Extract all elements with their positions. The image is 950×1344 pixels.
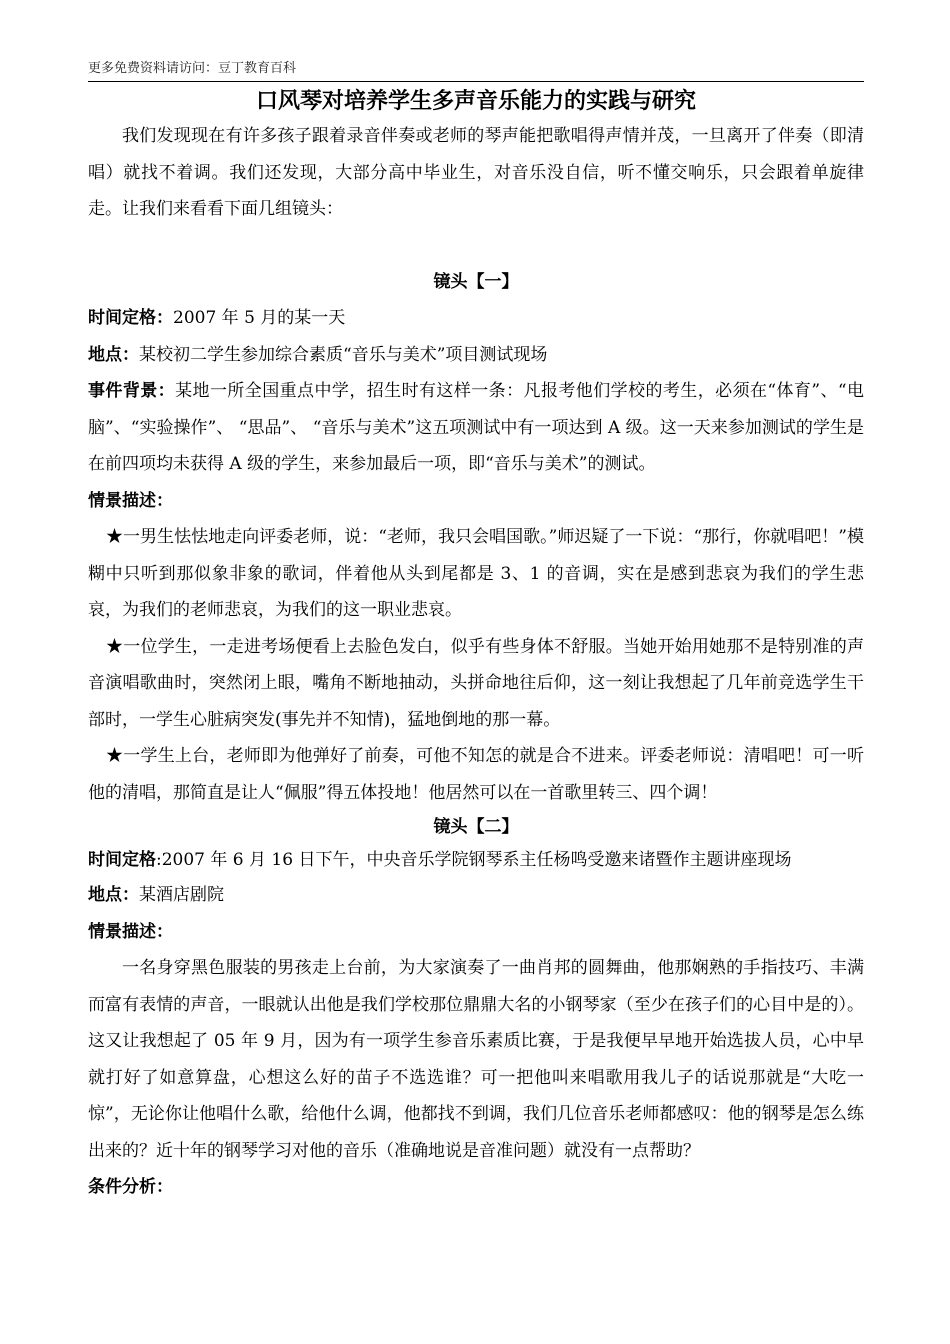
scene2-place-value: 某酒店剧院 [139,885,224,905]
scene2-heading: 镜头【二】 [433,817,519,837]
scene1-place-value: 某校初二学生参加综合素质“音乐与美术”项目测试现场 [139,344,548,365]
scene2-analysis-label: 条件分析： [88,1177,173,1197]
scene2-time-value: :2007 年 6 月 16 日下午，中央音乐学院钢琴系主任杨鸣受邀来诸暨作主题讲座现场 [156,850,792,870]
scene1-background-value: 某地一所全国重点中学，招生时有这样一条：凡报考他们学校的考生，必须在“体育”、“电脑”、“实验操作”、 “思品”、 “音乐与美术”这五项测试中有一项达到 A 级。这一天来参加测试的学生是在前四项均未获得 A 级的学生，来参加最后一项，即“音乐与美术”的测试。 [88,381,864,474]
scene1-background-label: 事件背景： [88,381,176,401]
intro-paragraph: 我们发现现在有许多孩子跟着录音伴奏或老师的琴声能把歌唱得声情并茂，一旦离开了伴奏（即清唱）就找不着调。我们还发现，大部分高中毕业生，对音乐没自信，听不懂交响乐，只会跟着单旋律走。让我们来看看下面几组镜头： [88,126,864,219]
scene1-time-label: 时间定格： [88,308,173,328]
spacer [88,228,864,264]
scene1-heading: 镜头【一】 [433,271,519,292]
scene1-background [88,373,864,483]
scene1-time-value: 2007 年 5 月的某一天 [173,308,346,328]
document-page [88,60,864,1206]
document-title: 口风琴对培养学生多声音乐能力的实践与研究 [255,88,696,114]
scene2-time-label: 时间定格 [88,850,156,870]
page-header: 更多免费资料请访问：豆丁教育百科 [88,60,864,82]
scene2-desc-paragraph: 一名身穿黑色服装的男孩走上台前，为大家演奏了一曲肖邦的圆舞曲，他那娴熟的手指技巧、丰满而富有表情的声音，一眼就认出他是我们学校那位鼎鼎大名的小钢琴家（至少在孩子们的心目中是的）。这又让我想起了 05 年 9 月，因为有一项学生参音乐素质比赛，于是我便早早地开始选拔人员，心中早就打好了如意算盘，心想这么好的苗子不选选谁？可一把他叫来唱歌用我儿子的话说那就是“大吃一惊”，无论你让他唱什么歌，给他什么调，他都找不到调，我们几位音乐老师都感叹：他的钢琴是怎么练出来的？近十年的钢琴学习对他的音乐（准确地说是音准问题）就没有一点帮助？ [88,958,864,1161]
scene2-time [88,844,864,877]
scene1-desc-label: 情景描述： [88,490,173,511]
scene2-place [88,877,864,914]
scene1-place-label: 地点： [88,344,139,365]
scene1-place [88,337,864,374]
scene1-time [88,300,864,337]
scene1-item-2: ★一位学生，一走进考场便看上去脸色发白，似乎有些身体不舒服。当她开始用她那不是特别准的声音演唱歌曲时，突然闭上眼，嘴角不断地抽动，头拼命地往后仰，这一刻让我想起了几年前竞选学生干部时，一学生心脏病突发(事先并不知情)，猛地倒地的那一幕。 [88,636,864,730]
scene1-item-1: ★一男生怯怯地走向评委老师，说：“老师，我只会唱国歌。”师迟疑了一下说：“那行，你就唱吧！”模糊中只听到那似象非象的歌词，伴着他从头到尾都是 3、1 的音调，实在是感到悲哀为我们的学生悲哀，为我们的老师悲哀，为我们的这一职业悲哀。 [88,527,864,620]
scene2-place-label: 地点： [88,885,139,905]
scene1-item-3: ★一学生上台，老师即为他弹好了前奏，可他不知怎的就是合不进来。评委老师说：清唱吧！可一听他的清唱，那简直是让人“佩服”得五体投地！他居然可以在一首歌里转三、四个调！ [88,746,864,803]
scene2-desc-label: 情景描述： [88,921,173,942]
